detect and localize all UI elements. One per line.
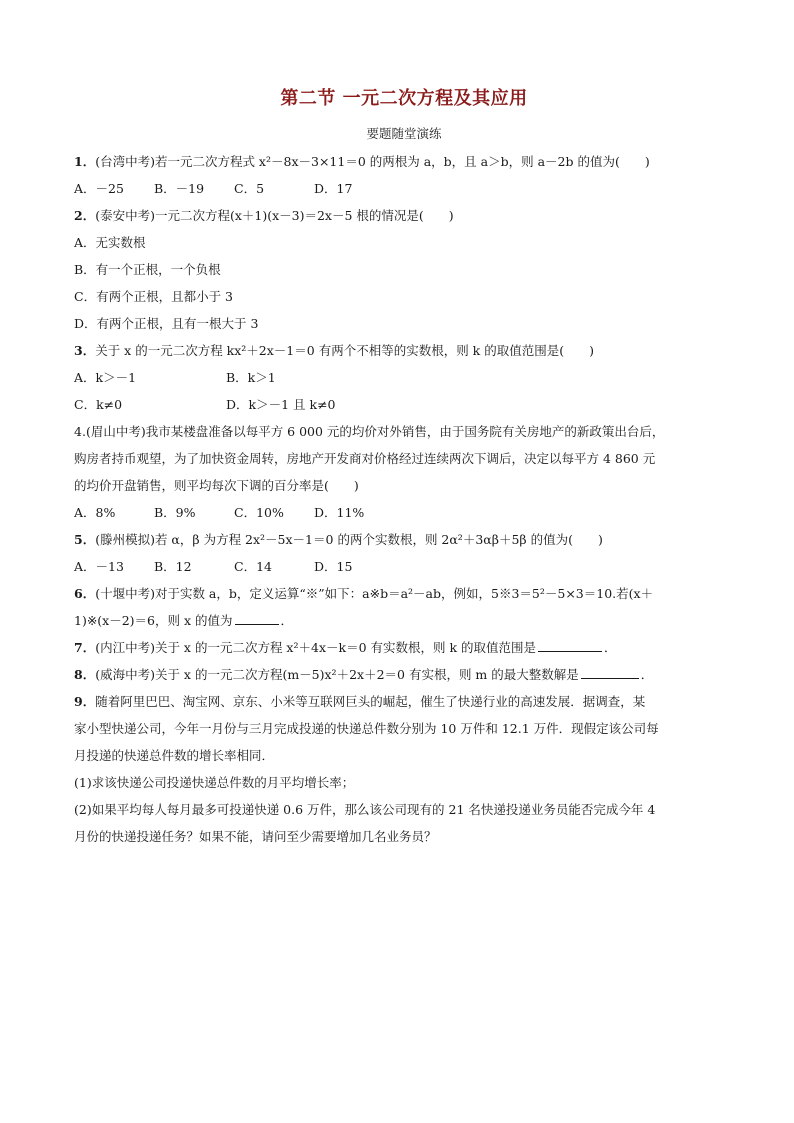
question-text-line-3: 月投递的快递总件数的增长率相同．	[74, 748, 275, 763]
answer-blank[interactable]	[235, 610, 279, 625]
option-d: D．17	[314, 181, 353, 196]
question-number: 5．	[74, 532, 96, 547]
question-text: (内江中考)关于 x 的一元二次方程 x²＋4x－k＝0 有实数根，则 k 的取值范围是	[95, 640, 537, 655]
option-a: A．无实数根	[74, 235, 146, 250]
question-text-line-2: 家小型快递公司，今年一月份与三月完成投递的快递总件数分别为 10 万件和 12.1 万件．现假定该公司每	[74, 721, 659, 736]
question-3	[74, 337, 734, 364]
question-text: (台湾中考)若一元二次方程式 x²－8x－3×11＝0 的两根为 a，b，且 a＞b，则 a－2b 的值为( )	[95, 154, 650, 169]
option-d: D．11%	[314, 505, 365, 520]
question-7	[74, 634, 734, 661]
question-3-options-row-2	[74, 391, 734, 418]
section-title: 第二节 一元二次方程及其应用	[280, 88, 528, 109]
sub-question-2-line-2: 月份的快递投递任务？如果不能，请问至少需要增加几名业务员？	[74, 829, 437, 844]
question-text: (滕州模拟)若 α，β 为方程 2x²－5x－1＝0 的两个实数根，则 2α²＋3αβ＋5β 的值为( )	[95, 532, 603, 547]
question-text-line-2: 1)※(x－2)＝6，则 x 的值为	[74, 613, 233, 628]
question-number: 9．	[74, 694, 96, 709]
option-b: B．12	[154, 559, 192, 574]
option-a: A．－25	[74, 181, 124, 196]
question-number: 4.	[74, 424, 86, 439]
question-2	[74, 202, 734, 229]
question-number: 1．	[74, 154, 96, 169]
question-6	[74, 580, 734, 607]
question-8	[74, 661, 734, 688]
question-5	[74, 526, 734, 553]
question-4	[74, 418, 734, 445]
option-c: C．14	[234, 559, 272, 574]
question-number: 7．	[74, 640, 96, 655]
option-d: D．15	[314, 559, 353, 574]
question-5-options	[74, 553, 734, 580]
question-3-options-row-1	[74, 364, 734, 391]
section-subtitle: 要题随堂演练	[366, 126, 442, 141]
question-text-line-1: (十堰中考)对于实数 a，b，定义运算“※”如下：a※b＝a²－ab，例如，5※3＝5²－5×3＝10.若(x＋	[95, 586, 654, 601]
question-number: 6．	[74, 586, 96, 601]
option-d: D．有两个正根，且有一根大于 3	[74, 316, 259, 331]
answer-blank[interactable]	[581, 664, 639, 679]
option-d: D．k＞－1 且 k≠0	[226, 397, 336, 412]
question-text: 关于 x 的一元二次方程 kx²＋2x－1＝0 有两个不相等的实数根，则 k 的取值范围是( )	[95, 343, 594, 358]
question-1-options	[74, 175, 734, 202]
option-b: B．有一个正根，一个负根	[74, 262, 221, 277]
option-c: C．k≠0	[74, 397, 123, 412]
question-number: 8．	[74, 667, 96, 682]
question-4-options	[74, 499, 734, 526]
question-end: ．	[604, 640, 617, 655]
option-b: B．9%	[154, 505, 196, 520]
question-text-line-3: 的均价开盘销售，则平均每次下调的百分率是( )	[74, 478, 359, 493]
worksheet-page	[74, 84, 734, 850]
question-text-line-1: 随着阿里巴巴、淘宝网、京东、小米等互联网巨头的崛起，催生了快递行业的高速发展．据调查，某	[95, 694, 646, 709]
question-9	[74, 688, 734, 715]
option-c: C．5	[234, 181, 265, 196]
question-1	[74, 148, 734, 175]
question-end: ．	[280, 613, 294, 628]
sub-question-2-line-1: (2)如果平均每人每月最多可投递快递 0.6 万件，那么该公司现有的 21 名快递投递业务员能否完成今年 4	[74, 802, 656, 817]
question-text-line-2: 购房者持币观望，为了加快资金周转，房地产开发商对价格经过连续两次下调后，决定以每平方 4 860 元	[74, 451, 656, 466]
question-number: 2．	[74, 208, 96, 223]
option-c: C．10%	[234, 505, 284, 520]
option-a: A．k＞－1	[74, 370, 137, 385]
question-text: (泰安中考)一元二次方程(x＋1)(x－3)＝2x－5 根的情况是( )	[95, 208, 454, 223]
option-b: B．－19	[154, 181, 205, 196]
question-6-line-2	[74, 607, 734, 634]
sub-question-1: (1)求该快递公司投递快递总件数的月平均增长率；	[74, 775, 355, 790]
option-a: A．8%	[74, 505, 116, 520]
option-c: C．有两个正根，且都小于 3	[74, 289, 233, 304]
question-end: ．	[640, 667, 654, 682]
option-b: B．k＞1	[226, 370, 276, 385]
question-number: 3．	[74, 343, 96, 358]
answer-blank[interactable]	[538, 637, 602, 652]
question-text-line-1: (眉山中考)我市某楼盘准备以每平方 6 000 元的均价对外销售，由于国务院有关房地产的新政策出台后，	[85, 424, 665, 439]
question-text: (威海中考)关于 x 的一元二次方程(m－5)x²＋2x＋2＝0 有实根，则 m 的最大整数解是	[95, 667, 579, 682]
option-a: A．－13	[74, 559, 124, 574]
